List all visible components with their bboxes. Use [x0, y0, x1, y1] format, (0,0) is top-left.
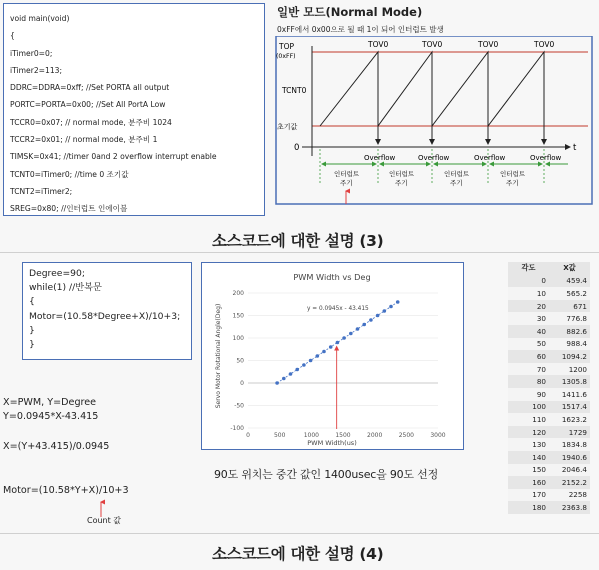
degree-table	[508, 262, 590, 514]
data-point	[329, 345, 333, 349]
table-row	[508, 375, 590, 388]
data-point	[322, 350, 326, 354]
data-point	[396, 300, 400, 304]
timing-frame	[276, 36, 592, 204]
x-value-cell: 1411.6	[549, 388, 590, 401]
x-value-cell: 1623.2	[549, 413, 590, 426]
angle-cell: 20	[508, 300, 549, 313]
code-box-timer	[3, 3, 265, 216]
angle-cell: 120	[508, 426, 549, 439]
code-line: void main(void)	[10, 14, 70, 23]
pwm-chart	[202, 263, 462, 448]
period-label-line2: 주기	[340, 179, 353, 187]
angle-cell: 130	[508, 438, 549, 451]
table-row	[508, 287, 590, 300]
period-label-line1: 인터럽트	[500, 170, 526, 178]
data-point	[369, 318, 373, 322]
table-row	[508, 325, 590, 338]
x-value-cell: 1940.6	[549, 451, 590, 464]
period-label-line2: 주기	[395, 179, 408, 187]
code-line: TCNT2=iTimer2;	[10, 186, 73, 196]
divider	[0, 252, 599, 253]
code-line: SREG=0x80; //인터럽트 인에이블	[10, 204, 128, 214]
y-tick-label: 150	[232, 312, 244, 320]
code-line: iTimer0=0;	[10, 48, 53, 58]
code-line: }	[29, 339, 35, 351]
x-value-cell: 1729	[549, 426, 590, 439]
overflow-label: Overflow	[364, 154, 396, 162]
zero-label: 0	[294, 143, 300, 153]
y-tick-label: -100	[230, 425, 244, 432]
angle-cell: 110	[508, 413, 549, 426]
data-point	[282, 377, 286, 381]
x-value-cell: 1834.8	[549, 438, 590, 451]
table-row	[508, 501, 590, 514]
table-row	[508, 401, 590, 414]
table-row	[508, 413, 590, 426]
data-point	[302, 363, 306, 367]
tov-label: TOV0	[534, 40, 555, 49]
tov-label: TOV0	[478, 40, 499, 49]
x-value-cell: 2258	[549, 489, 590, 502]
x-value-cell: 988.4	[549, 338, 590, 351]
angle-cell: 160	[508, 476, 549, 489]
x-value-cell: 671	[549, 300, 590, 313]
code-line: iTimer2=113;	[10, 65, 63, 75]
equation-vars: X=PWM, Y=Degree	[3, 397, 97, 408]
code-line: {	[10, 31, 15, 41]
table-row	[508, 312, 590, 325]
period-label-line1: 인터럽트	[444, 170, 470, 178]
divider	[0, 533, 599, 534]
angle-cell: 150	[508, 464, 549, 477]
angle-cell: 10	[508, 287, 549, 300]
x-value-cell: 565.2	[549, 287, 590, 300]
code-line: TCCR2=0x01; // normal mode, 분주비 1	[10, 135, 158, 145]
x-value-cell: 776.8	[549, 312, 590, 325]
data-point	[309, 359, 313, 363]
x-value-cell: 459.4	[549, 275, 590, 288]
y-tick-label: 200	[232, 290, 244, 297]
data-point	[295, 368, 299, 372]
code-line: {	[29, 296, 35, 308]
period-label-line2: 주기	[450, 179, 463, 187]
equation-inverse: X=(Y+43.415)/0.0945	[3, 441, 110, 452]
equation-fit: Y=0.0945*X-43.415	[3, 411, 99, 422]
y-tick-label: -50	[234, 402, 244, 410]
angle-cell: 100	[508, 401, 549, 414]
chart-title: PWM Width vs Deg	[293, 272, 371, 282]
data-point	[289, 372, 293, 376]
code-box-motor	[22, 262, 192, 360]
angle-cell: 170	[508, 489, 549, 502]
data-point	[376, 314, 380, 318]
equation-motor: Motor=(10.58*Y+X)/10+3	[3, 485, 129, 496]
x-tick-label: 2500	[398, 432, 414, 439]
period-label-line1: 인터럽트	[389, 170, 415, 178]
x-axis-label: PWM Width(us)	[307, 439, 357, 447]
x-value-cell: 882.6	[549, 325, 590, 338]
code-line: DDRC=DDRA=0xff; //Set PORTA all output	[10, 83, 170, 93]
angle-cell: 140	[508, 451, 549, 464]
table-row	[508, 350, 590, 363]
t-label: t	[573, 143, 577, 153]
chart-box	[201, 262, 464, 450]
tov-label: TOV0	[422, 40, 443, 49]
table-row	[508, 388, 590, 401]
table-row	[508, 363, 590, 376]
tcnt-label: TCNT0	[282, 86, 307, 95]
x-tick-label: 1000	[303, 432, 319, 439]
x-tick-label: 500	[273, 432, 286, 439]
chart-note: 90도 위치는 중간 값인 1400usec을 90도 선정	[214, 468, 438, 481]
init-label: 초기값	[277, 123, 298, 131]
data-point	[383, 309, 387, 313]
angle-cell: 180	[508, 501, 549, 514]
timing-diagram	[272, 36, 594, 206]
x-value-cell: 1200	[549, 363, 590, 376]
angle-cell: 0	[508, 275, 549, 288]
table-row	[508, 300, 590, 313]
x-value-cell: 1517.4	[549, 401, 590, 414]
table-row	[508, 489, 590, 502]
data-point	[362, 323, 366, 327]
overflow-label: Overflow	[474, 154, 506, 162]
count-note: Count 값	[87, 516, 122, 525]
y-tick-label: 50	[236, 357, 244, 365]
x-value-cell: 1094.2	[549, 350, 590, 363]
table-row	[508, 426, 590, 439]
code-line: TIMSK=0x41; //timer 0and 2 overflow interrupt enable	[10, 152, 217, 162]
angle-cell: 80	[508, 375, 549, 388]
table-header: 각도	[508, 262, 549, 275]
data-point	[349, 332, 353, 336]
y-tick-label: 0	[240, 380, 244, 387]
x-value-cell: 2363.8	[549, 501, 590, 514]
overflow-label: Overflow	[530, 154, 562, 162]
tcnt-ramp	[320, 52, 544, 126]
table-row	[508, 338, 590, 351]
x-tick-label: 0	[246, 432, 250, 439]
period-label-line2: 주기	[506, 179, 519, 187]
angle-cell: 90	[508, 388, 549, 401]
table-row	[508, 275, 590, 288]
code-line: }	[29, 324, 35, 336]
data-point	[342, 336, 346, 340]
angle-cell: 40	[508, 325, 549, 338]
top-sub-label: (0xFF)	[276, 53, 296, 60]
data-point	[389, 305, 393, 309]
x-tick-label: 3000	[430, 432, 446, 439]
code-line: TCNT0=iTimer0; //time 0 조기값	[10, 169, 129, 179]
caption-3: 소스코드에 대한 설명 (3)	[212, 232, 384, 250]
code-line: Degree=90;	[29, 268, 85, 279]
angle-cell: 50	[508, 338, 549, 351]
table-header: X값	[549, 262, 590, 275]
code-line: Motor=(10.58*Degree+X)/10+3;	[29, 310, 181, 322]
code-line: while(1) //반복문	[29, 282, 102, 294]
trendline-label: y = 0.0945x - 43.415	[307, 306, 369, 312]
overflow-label: Overflow	[418, 154, 450, 162]
table-row	[508, 476, 590, 489]
code-line: TCCR0=0x07; // normal mode, 분주비 1024	[10, 117, 172, 127]
caption-4: 소스코드에 대한 설명 (4)	[212, 545, 384, 563]
x-value-cell: 1305.8	[549, 375, 590, 388]
x-value-cell: 2152.2	[549, 476, 590, 489]
table-row	[508, 464, 590, 477]
y-axis-label: Servo Motor Rotational Angle(Deg)	[215, 303, 222, 409]
data-point	[356, 327, 360, 331]
x-tick-label: 1500	[335, 432, 351, 439]
annotation-arrowhead	[334, 346, 339, 351]
x-value-cell: 2046.4	[549, 464, 590, 477]
angle-cell: 60	[508, 350, 549, 363]
table-row	[508, 438, 590, 451]
period-label-line1: 인터럽트	[334, 170, 360, 178]
angle-cell: 70	[508, 363, 549, 376]
angle-cell: 30	[508, 312, 549, 325]
code-line: PORTC=PORTA=0x00; //Set All PortA Low	[10, 100, 166, 110]
table-row	[508, 451, 590, 464]
x-tick-label: 2000	[367, 432, 383, 439]
data-point	[336, 341, 340, 345]
data-point	[275, 381, 279, 385]
tov-label: TOV0	[368, 40, 389, 49]
top-label: TOP	[279, 42, 295, 51]
data-point	[315, 354, 319, 358]
y-tick-label: 100	[232, 335, 244, 342]
timing-title: 일반 모드(Normal Mode)	[277, 5, 423, 19]
timing-subtitle: 0xFF에서 0x00으로 될 때 1이 되어 인터럽트 발생	[277, 25, 444, 34]
